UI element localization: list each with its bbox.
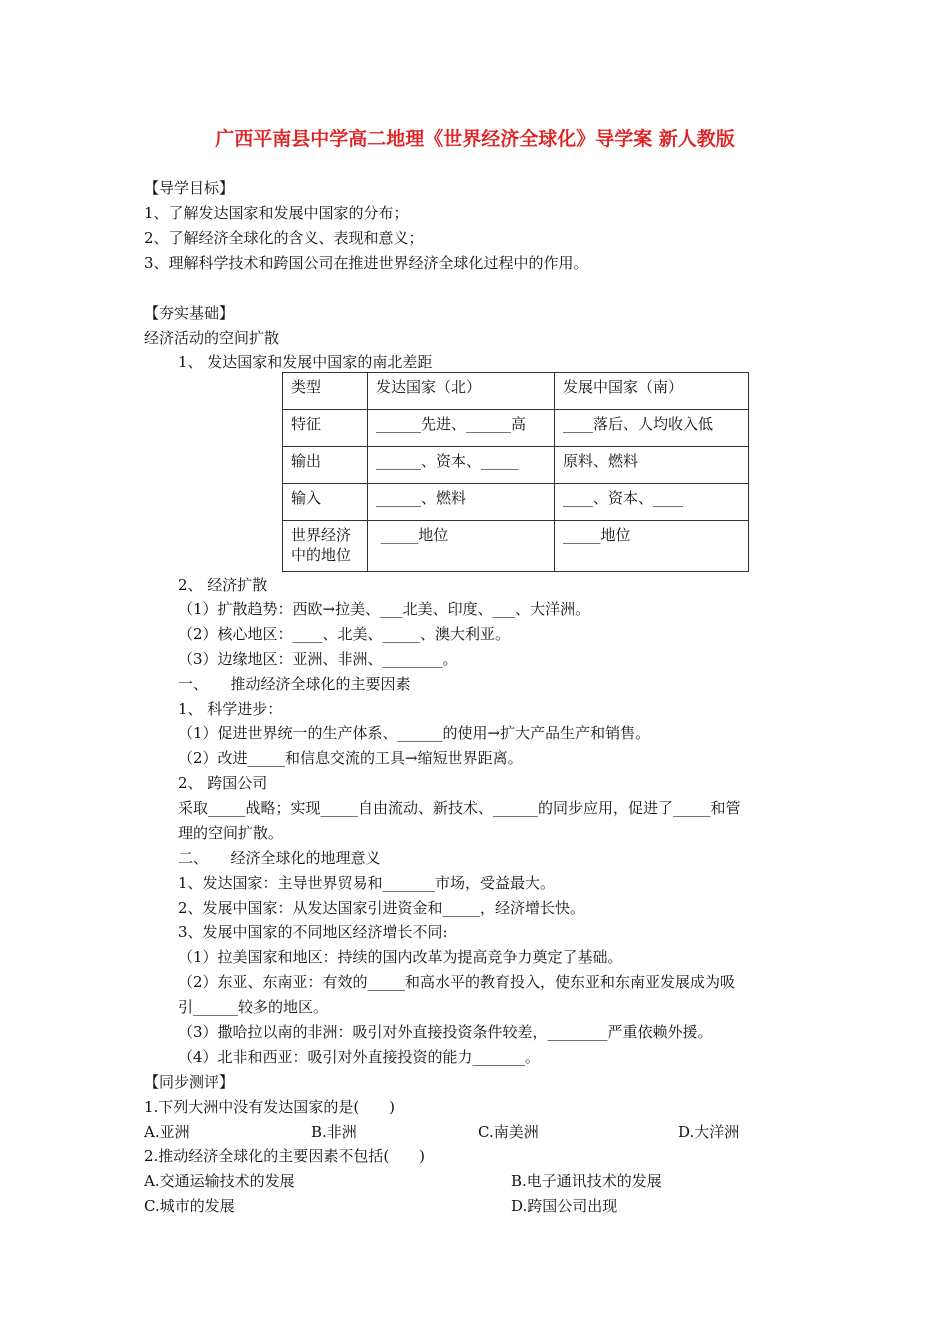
body-line: （2）东亚、东南亚：有效的_____和高水平的教育投入，使东亚和东南亚发展成为吸	[178, 973, 736, 991]
question-1: 1.下列大洲中没有发达国家的是( )	[144, 1098, 396, 1116]
body-line: （3）边缘地区：亚洲、非洲、________。	[178, 650, 458, 668]
north-south-table	[282, 372, 749, 572]
table-cell: 发展中国家（南）	[555, 373, 749, 410]
body-line: （1）促进世界统一的生产体系、______的使用→扩大产品生产和销售。	[178, 724, 651, 742]
table-row	[283, 447, 749, 484]
subheading: 经济活动的空间扩散	[144, 329, 280, 347]
body-line: （2）核心地区：____、北美、_____、澳大利亚。	[178, 625, 511, 643]
table-cell: _____地位	[368, 521, 555, 572]
option-b: B.电子通讯技术的发展	[511, 1172, 662, 1190]
table-cell: ____、资本、____	[555, 484, 749, 521]
table-cell: ______先进、______高	[368, 410, 555, 447]
body-line: 2、 跨国公司	[178, 774, 268, 792]
goal-item: 2、了解经济全球化的含义、表现和意义；	[144, 229, 424, 247]
option-a: A.交通运输技术的发展	[144, 1172, 295, 1190]
table-cell: _____地位	[555, 521, 749, 572]
body-line: （1）拉美国家和地区：持续的国内改革为提高竞争力奠定了基础。	[178, 948, 623, 966]
body-line: （2）改进_____和信息交流的工具→缩短世界距离。	[178, 749, 523, 767]
option-c: C.南美洲	[478, 1123, 539, 1141]
table-cell: 发达国家（北）	[368, 373, 555, 410]
body-line: 1、发达国家：主导世界贸易和_______市场，受益最大。	[178, 874, 556, 892]
option-b: B.非洲	[311, 1123, 357, 1141]
option-c: C.城市的发展	[144, 1197, 235, 1215]
section-heading-factors: 一、 推动经济全球化的主要因素	[178, 675, 411, 693]
table-row	[283, 410, 749, 447]
body-line: （1）扩散趋势：西欧→拉美、___北美、印度、___、大洋洲。	[178, 600, 591, 618]
section-heading-significance: 二、 经济全球化的地理意义	[178, 849, 381, 867]
option-d: D.跨国公司出现	[511, 1197, 618, 1215]
body-line: （4）北非和西亚：吸引对外直接投资的能力_______。	[178, 1048, 541, 1066]
body-line: 采取_____战略；实现_____自由流动、新技术、______的同步应用，促进了_____和管	[178, 799, 741, 817]
table-cell: 特征	[283, 410, 368, 447]
table-cell: 类型	[283, 373, 368, 410]
table-cell: 输入	[283, 484, 368, 521]
body-line: 2、发展中国家：从发达国家引进资金和_____，经济增长快。	[178, 899, 586, 917]
document-title: 广西平南县中学高二地理《世界经济全球化》导学案 新人教版	[215, 128, 735, 150]
table-cell: 原料、燃料	[555, 447, 749, 484]
table-cell: 世界经济中的地位	[283, 521, 368, 572]
table-cell: 输出	[283, 447, 368, 484]
table-row	[283, 484, 749, 521]
table-row	[283, 521, 749, 572]
body-line: 3、发展中国家的不同地区经济增长不同:	[178, 923, 448, 941]
table-cell: ____落后、人均收入低	[555, 410, 749, 447]
table-cell: ______、燃料	[368, 484, 555, 521]
option-d: D.大洋洲	[678, 1123, 740, 1141]
goal-item: 1、了解发达国家和发展中国家的分布；	[144, 204, 409, 222]
table-cell: ______、资本、_____	[368, 447, 555, 484]
body-line: 2、 经济扩散	[178, 576, 268, 594]
part-heading: 1、 发达国家和发展中国家的南北差距	[178, 353, 433, 371]
section-heading-goals: 【导学目标】	[144, 179, 235, 197]
body-line: 引______较多的地区。	[178, 998, 329, 1016]
body-line: 理的空间扩散。	[178, 824, 284, 842]
option-a: A.亚洲	[144, 1123, 190, 1141]
goal-item: 3、理解科学技术和跨国公司在推进世界经济全球化过程中的作用。	[144, 254, 589, 272]
question-2: 2.推动经济全球化的主要因素不包括( )	[144, 1147, 426, 1165]
body-line: （3）撒哈拉以南的非洲：吸引对外直接投资条件较差，________严重依赖外援。	[178, 1023, 713, 1041]
section-heading-quiz: 【同步测评】	[144, 1073, 235, 1091]
body-line: 1、 科学进步：	[178, 700, 283, 718]
table-row	[283, 373, 749, 410]
section-heading-basics: 【夯实基础】	[144, 304, 235, 322]
